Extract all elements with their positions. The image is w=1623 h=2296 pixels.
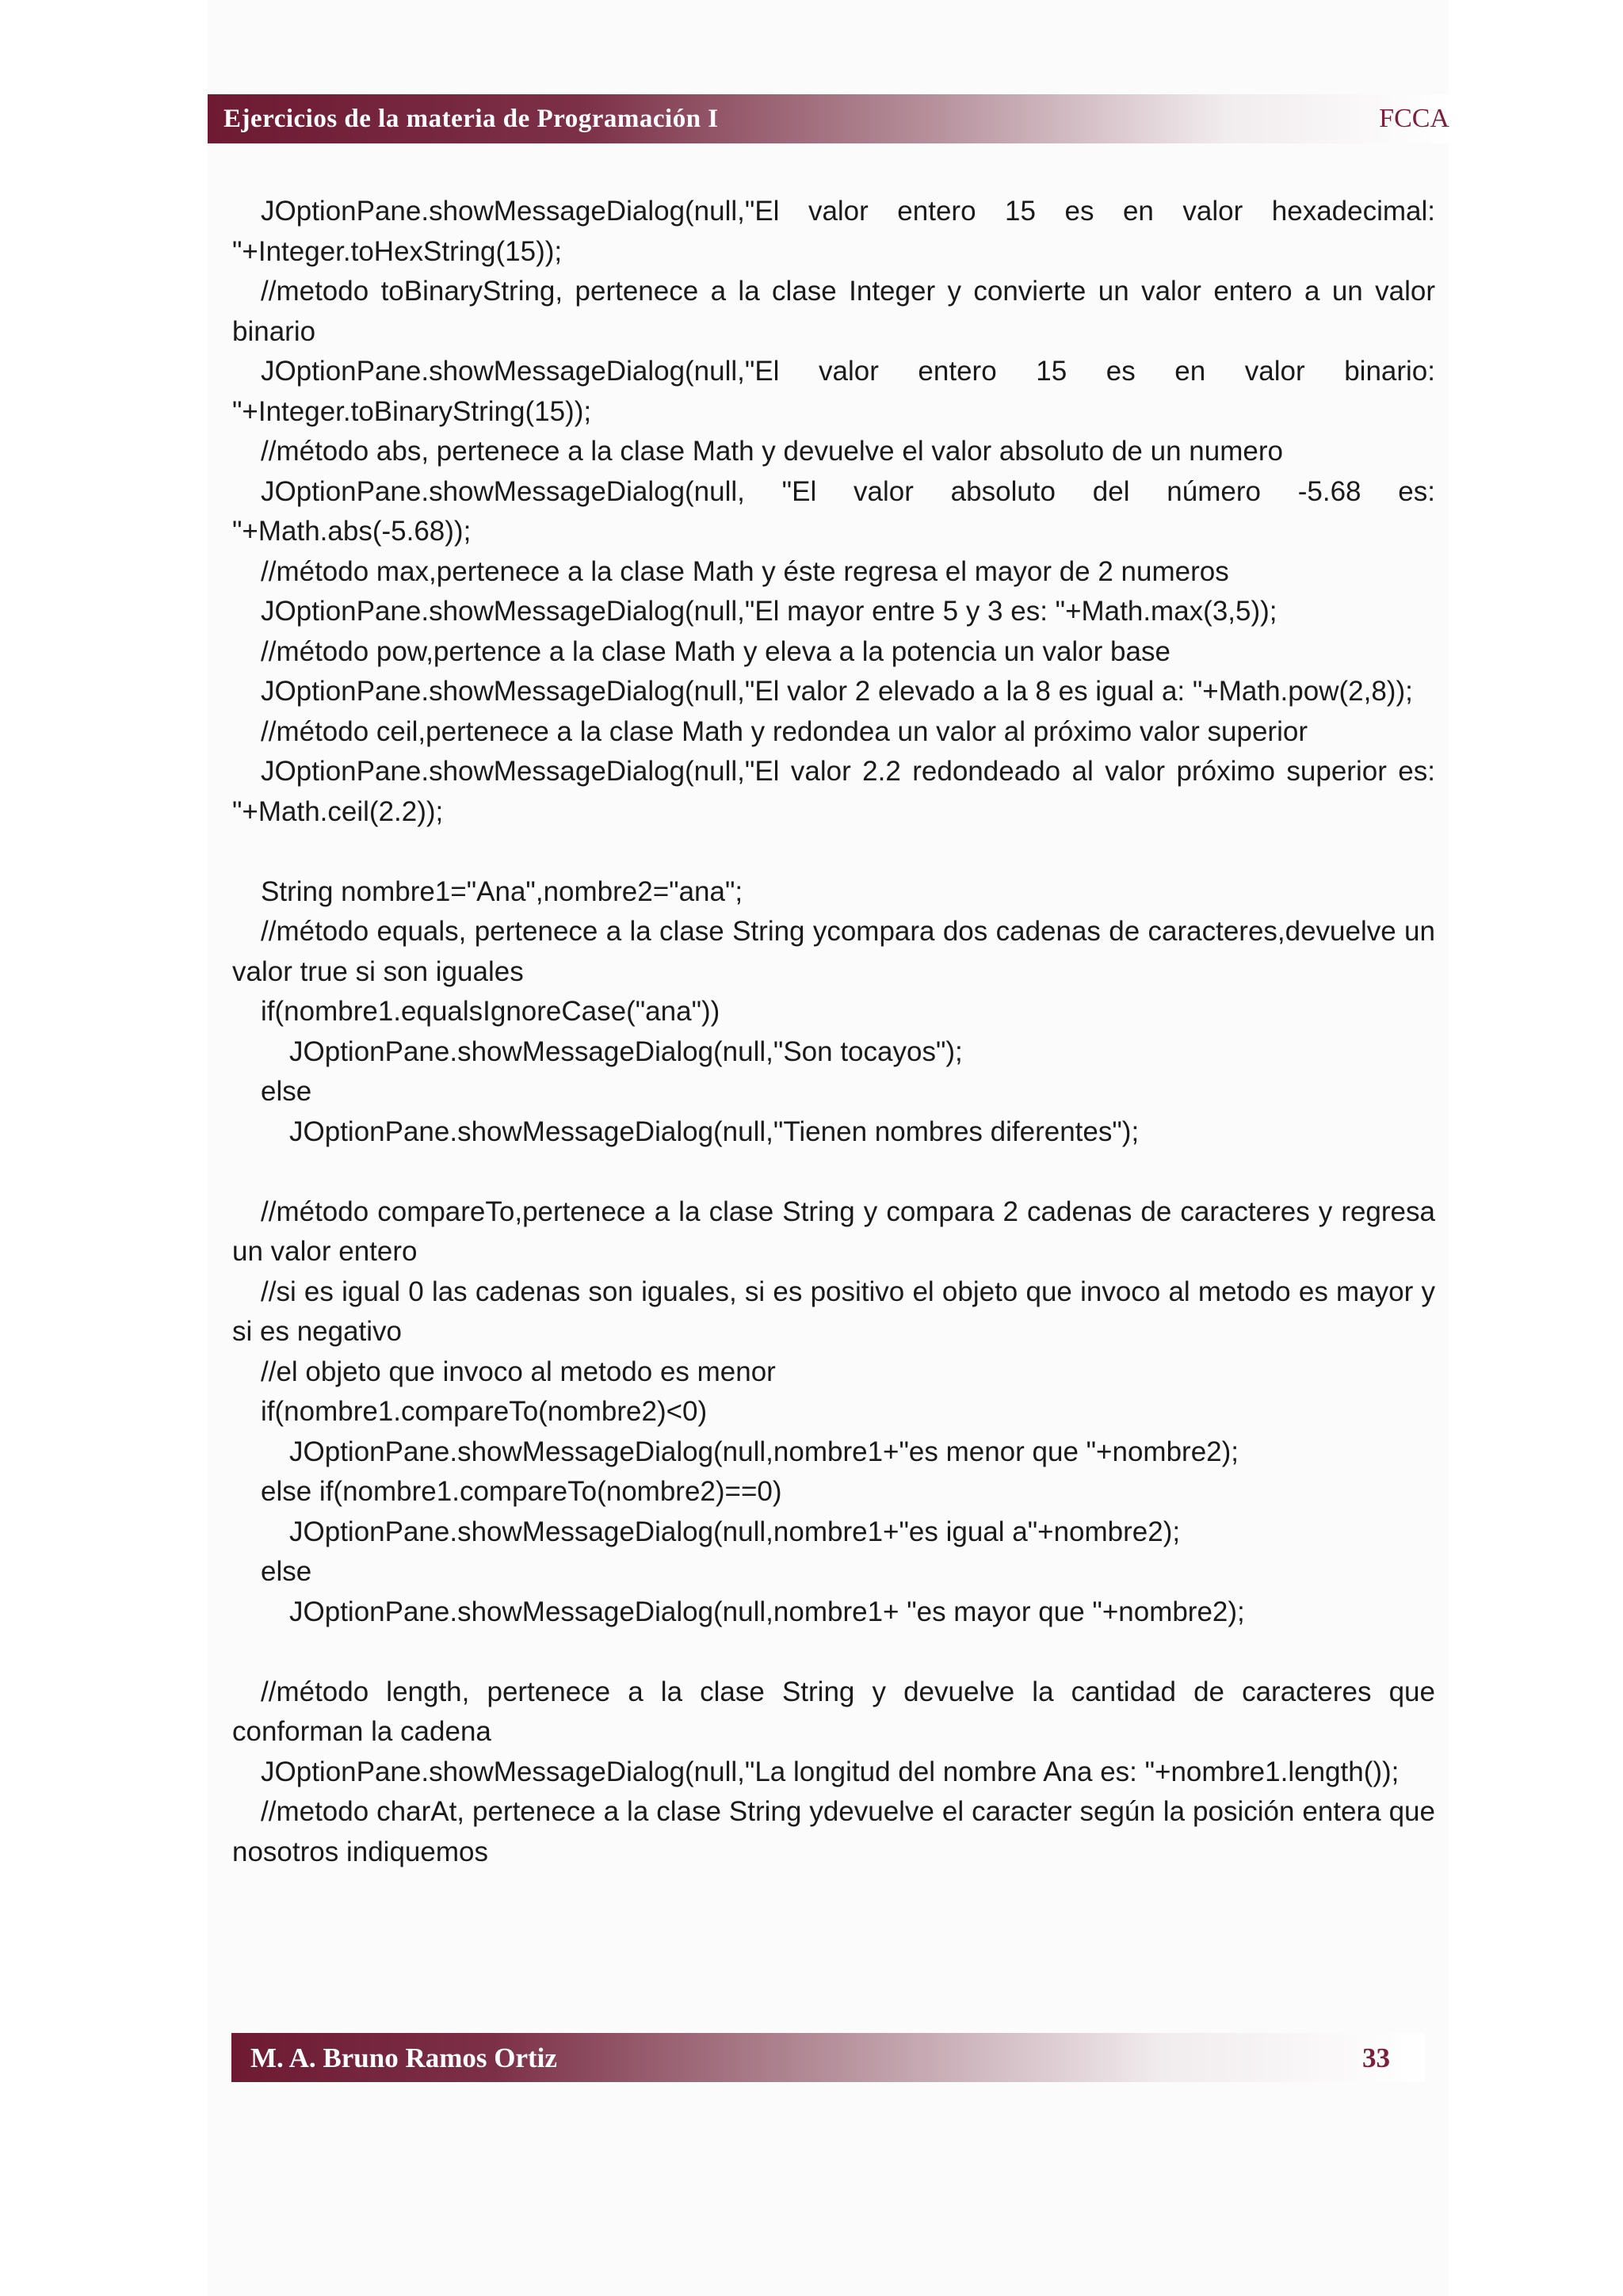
code-comment: //método equals, pertenece a la clase String ycompara dos cadenas de caracteres,devuelve un valor true si son iguales — [232, 916, 1435, 987]
page-header — [208, 94, 1449, 143]
header-title: Ejercicios de la materia de Programación I — [223, 105, 719, 133]
code-line: if(nombre1.equalsIgnoreCase("ana")) — [261, 996, 720, 1027]
code-comment: //metodo charAt, pertenece a la clase String ydevuelve el caracter según la posición entera que nosotros indiquemos — [232, 1796, 1435, 1867]
code-comment: //método abs, pertenece a la clase Math y devuelve el valor absoluto de un numero — [261, 436, 1283, 467]
blank-line — [232, 1632, 1435, 1672]
code-line: String nombre1="Ana",nombre2="ana"; — [261, 875, 743, 907]
code-line: JOptionPane.showMessageDialog(null,"Son tocayos"); — [289, 1035, 963, 1067]
code-line: JOptionPane.showMessageDialog(null,nombre1+ "es mayor que "+nombre2); — [289, 1596, 1245, 1627]
code-line: JOptionPane.showMessageDialog(null,"El mayor entre 5 y 3 es: "+Math.max(3,5)); — [261, 596, 1277, 627]
code-comment: //método length, pertenece a la clase String y devuelve la cantidad de caracteres que conforman la cadena — [232, 1676, 1435, 1747]
footer-author: M. A. Bruno Ramos Ortiz — [250, 2042, 557, 2073]
header-faculty: FCCA — [1379, 104, 1449, 133]
code-line: JOptionPane.showMessageDialog(null,nombre1+"es menor que "+nombre2); — [289, 1436, 1239, 1467]
code-comment: //método pow,pertence a la clase Math y eleva a la potencia un valor base — [261, 635, 1170, 667]
code-line: else if(nombre1.compareTo(nombre2)==0) — [261, 1476, 782, 1507]
code-comment: //si es igual 0 las cadenas son iguales, si es positivo el objeto que invoco al metodo es mayor y si es negativo — [232, 1276, 1435, 1347]
code-line: JOptionPane.showMessageDialog(null,"Tienen nombres diferentes"); — [289, 1116, 1140, 1147]
code-line: JOptionPane.showMessageDialog(null,"La longitud del nombre Ana es: "+nombre1.length()); — [261, 1756, 1400, 1787]
code-comment: //método max,pertenece a la clase Math y éste regresa el mayor de 2 numeros — [261, 555, 1229, 587]
code-comment: //método compareTo,pertenece a la clase String y compara 2 cadenas de caracteres y regresa un valor entero — [232, 1196, 1435, 1267]
code-line: JOptionPane.showMessageDialog(null,"El valor entero 15 es en valor hexadecimal: "+Integer.toHexString(15)); — [232, 196, 1435, 267]
page-number: 33 — [1362, 2042, 1390, 2073]
code-comment: //método ceil,pertenece a la clase Math y redondea un valor al próximo valor superior — [261, 715, 1308, 747]
code-listing — [232, 192, 1435, 1872]
code-comment: //el objeto que invoco al metodo es menor — [261, 1356, 776, 1387]
blank-line — [232, 1152, 1435, 1192]
code-line: else — [261, 1556, 312, 1587]
code-line: JOptionPane.showMessageDialog(null,nombre1+"es igual a"+nombre2); — [289, 1516, 1181, 1547]
code-comment: //metodo toBinaryString, pertenece a la clase Integer y convierte un valor entero a un valor binario — [232, 276, 1435, 347]
code-line: else — [261, 1076, 312, 1107]
code-line: if(nombre1.compareTo(nombre2)<0) — [261, 1396, 708, 1427]
code-line: JOptionPane.showMessageDialog(null,"El valor 2 elevado a la 8 es igual a: "+Math.pow(2,8)); — [261, 676, 1413, 707]
code-line: JOptionPane.showMessageDialog(null, "El valor absoluto del número -5.68 es: "+Math.abs(-5.68)); — [232, 475, 1435, 547]
code-line: JOptionPane.showMessageDialog(null,"El valor entero 15 es en valor binario: "+Integer.toBinaryString(15)); — [232, 356, 1435, 427]
page-footer — [231, 2033, 1425, 2082]
code-line: JOptionPane.showMessageDialog(null,"El valor 2.2 redondeado al valor próximo superior es: "+Math.ceil(2.2)); — [232, 756, 1435, 827]
blank-line — [232, 832, 1435, 872]
